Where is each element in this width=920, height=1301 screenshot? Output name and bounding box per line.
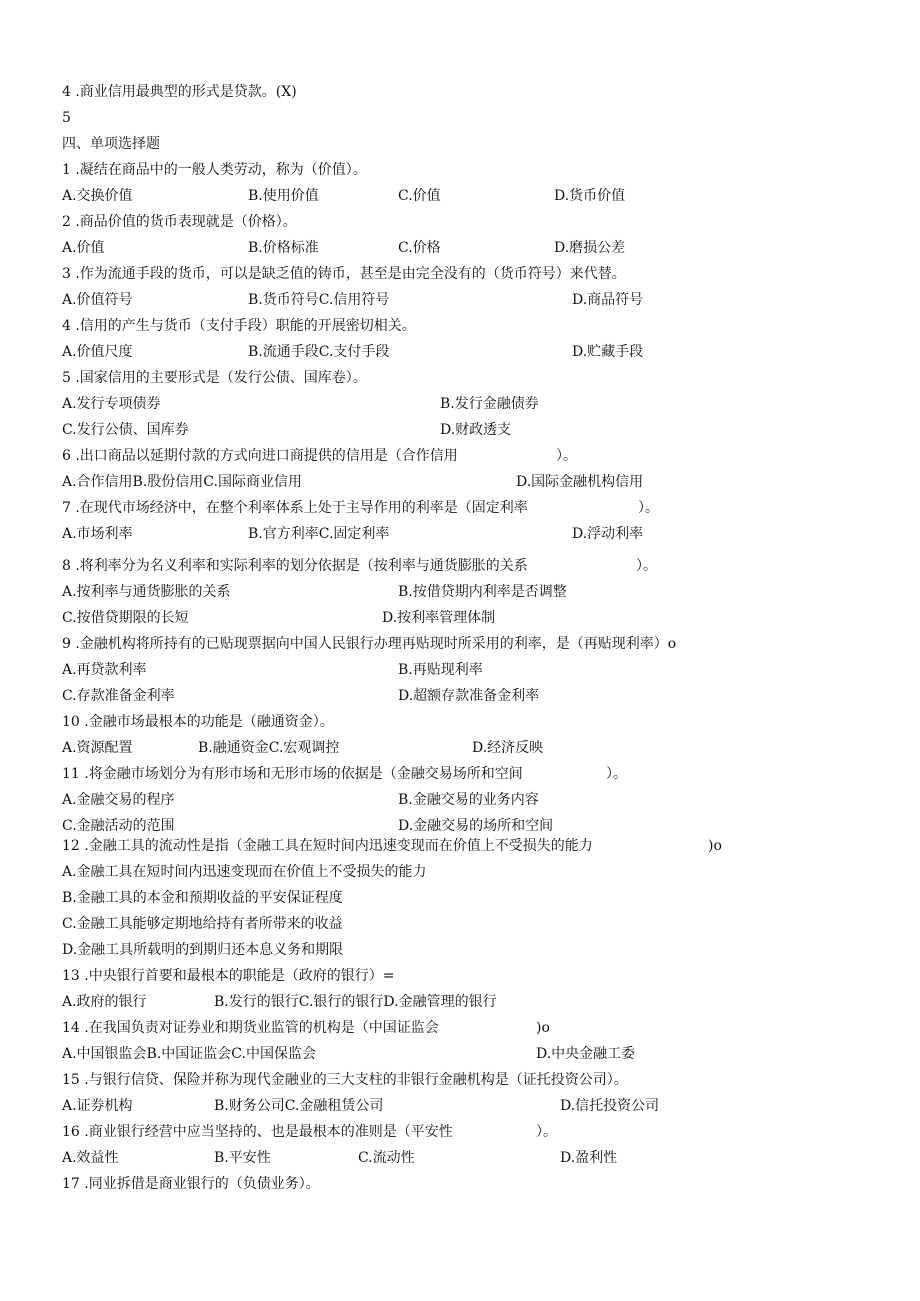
- text-line: [0, 556, 920, 576]
- text-line: [0, 82, 920, 102]
- option-text: B.再贴现利率: [398, 662, 483, 678]
- text-line: [0, 940, 920, 960]
- option-text: ）。: [606, 766, 627, 782]
- text-line: [0, 1148, 920, 1168]
- line-text: 9 .金融机构将所持有的已贴现票据向中国人民银行办理再贴现时所采用的利率，是（再贴现利率）o: [62, 636, 677, 652]
- text-line: [0, 836, 920, 856]
- option-text: )o: [708, 838, 722, 854]
- option-text: A.市场利率: [62, 526, 133, 542]
- option-text: C.按借贷期限的长短: [62, 610, 189, 626]
- option-text: A.价值: [62, 240, 105, 256]
- line-text: 3 .作为流通手段的货币，可以是缺乏值的铸币，甚至是由完全没有的（货币符号）来代替。: [62, 266, 626, 282]
- text-line: [0, 212, 920, 232]
- option-text: C.发行公债、国库券: [62, 422, 189, 438]
- option-text: C.存款准备金利率: [62, 688, 175, 704]
- text-line: [0, 1096, 920, 1116]
- option-text: B.金融交易的业务内容: [398, 792, 539, 808]
- option-text: A.交换价值: [62, 188, 133, 204]
- text-line: [0, 108, 920, 128]
- option-text: A.资源配置: [62, 740, 133, 756]
- text-line: [0, 1174, 920, 1194]
- option-text: 11 .将金融市场划分为有形市场和无形市场的依据是（金融交易场所和空间: [62, 766, 523, 782]
- line-text: 5: [62, 110, 71, 126]
- line-text: 4 .信用的产生与货币（支付手段）职能的开展密切相关。: [62, 318, 416, 334]
- option-text: D.货币价值: [554, 188, 626, 204]
- option-text: D.盈利性: [560, 1150, 618, 1166]
- text-line: [0, 1070, 920, 1090]
- option-text: C.金融活动的范围: [62, 818, 175, 834]
- option-text: A.政府的银行: [62, 994, 147, 1010]
- option-text: C.价格: [398, 240, 441, 256]
- text-line: [0, 1122, 920, 1142]
- option-text: 7 .在现代市场经济中，在整个利率体系上处于主导作用的利率是（固定利率: [62, 500, 528, 516]
- text-line: [0, 738, 920, 758]
- option-text: D.中央金融工委: [536, 1046, 636, 1062]
- line-text: 5 .国家信用的主要形式是（发行公债、国库卷）。: [62, 370, 367, 386]
- text-line: [0, 816, 920, 836]
- line-text: B.金融工具的本金和预期收益的平安保证程度: [62, 890, 343, 906]
- text-line: [0, 914, 920, 934]
- text-line: [0, 472, 920, 492]
- text-line: [0, 186, 920, 206]
- text-line: [0, 660, 920, 680]
- option-text: A.按利率与通货膨胀的关系: [62, 584, 231, 600]
- option-text: D.信托投资公司: [560, 1098, 660, 1114]
- text-line: [0, 862, 920, 882]
- text-line: [0, 582, 920, 602]
- option-text: B.官方利率C.固定利率: [248, 526, 390, 542]
- option-text: A.效益性: [62, 1150, 119, 1166]
- option-text: C.价值: [398, 188, 441, 204]
- option-text: D.财政透支: [440, 422, 512, 438]
- option-text: B.流通手段C.支付手段: [248, 344, 390, 360]
- text-line: [0, 342, 920, 362]
- option-text: D.金融交易的场所和空间: [398, 818, 554, 834]
- text-line: [0, 160, 920, 180]
- option-text: B.财务公司C.金融租赁公司: [214, 1098, 384, 1114]
- line-text: 17 .同业拆借是商业银行的（负债业务）。: [62, 1176, 320, 1192]
- line-text: A.金融工具在短时间内迅速变现而在价值上不受损失的能力: [62, 864, 427, 880]
- option-text: A.证券机构: [62, 1098, 133, 1114]
- text-line: [0, 1018, 920, 1038]
- text-line: [0, 966, 920, 986]
- line-text: C.金融工具能够定期地给持有者所带来的收益: [62, 916, 343, 932]
- option-text: A.金融交易的程序: [62, 792, 175, 808]
- option-text: D.按利率管理体制: [382, 610, 496, 626]
- option-text: D.浮动利率: [572, 526, 644, 542]
- text-line: [0, 290, 920, 310]
- text-line: [0, 888, 920, 908]
- line-text: 1 .凝结在商品中的一般人类劳动，称为（价值）。: [62, 162, 367, 178]
- option-text: B.平安性: [214, 1150, 271, 1166]
- text-line: [0, 420, 920, 440]
- text-line: [0, 238, 920, 258]
- text-line: [0, 394, 920, 414]
- option-text: ）。: [556, 448, 577, 464]
- text-line: [0, 264, 920, 284]
- option-text: A.再贷款利率: [62, 662, 147, 678]
- text-line: [0, 1044, 920, 1064]
- text-line: [0, 686, 920, 706]
- option-text: B.货币符号C.信用符号: [248, 292, 390, 308]
- option-text: B.融通资金C.宏观调控: [198, 740, 340, 756]
- option-text: 12 .金融工具的流动性是指（金融工具在短时间内迅速变现而在价值上不受损失的能力: [62, 838, 593, 854]
- option-text: 6 .出口商品以延期付款的方式向进口商提供的信用是（合作信用: [62, 448, 458, 464]
- text-line: [0, 446, 920, 466]
- text-line: [0, 134, 920, 154]
- option-text: ）。: [536, 1124, 557, 1140]
- text-line: [0, 316, 920, 336]
- option-text: 14 .在我国负责对证券业和期货业监管的机构是（中国证监会: [62, 1020, 439, 1036]
- option-text: 16 .商业银行经营中应当坚持的、也是最根本的准则是（平安性: [62, 1124, 453, 1140]
- option-text: D.超额存款准备金利率: [398, 688, 540, 704]
- line-text: D.金融工具所载明的到期归还本息义务和期限: [62, 942, 344, 958]
- text-line: [0, 712, 920, 732]
- option-text: B.发行的银行C.银行的银行D.金融管理的银行: [214, 994, 497, 1010]
- option-text: D.贮藏手段: [572, 344, 644, 360]
- option-text: A.中国银监会B.中国证监会C.中国保监会: [62, 1046, 316, 1062]
- line-text: 15 .与银行信贷、保险并称为现代金融业的三大支柱的非银行金融机构是（证托投资公司）。: [62, 1072, 628, 1088]
- option-text: ）。: [636, 558, 657, 574]
- line-text: 4 .商业信用最典型的形式是贷款。(X): [62, 84, 297, 100]
- line-text: 2 .商品价值的货币表现就是（价格）。: [62, 214, 297, 230]
- option-text: B.按借贷期内利率是否调整: [398, 584, 567, 600]
- text-line: [0, 368, 920, 388]
- option-text: )o: [536, 1020, 550, 1036]
- line-text: 10 .金融市场最根本的功能是（融通资金）。: [62, 714, 334, 730]
- option-text: B.价格标准: [248, 240, 319, 256]
- text-line: [0, 498, 920, 518]
- text-line: [0, 608, 920, 628]
- option-text: B.发行金融债券: [440, 396, 539, 412]
- text-line: [0, 764, 920, 784]
- text-line: [0, 634, 920, 654]
- option-text: D.磨损公差: [554, 240, 626, 256]
- text-line: [0, 524, 920, 544]
- option-text: A.合作信用B.股份信用C.国际商业信用: [62, 474, 302, 490]
- option-text: D.国际金融机构信用: [516, 474, 644, 490]
- option-text: 8 .将利率分为名义利率和实际利率的划分依据是（按利率与通货膨胀的关系: [62, 558, 528, 574]
- option-text: D.经济反映: [472, 740, 544, 756]
- text-line: [0, 790, 920, 810]
- line-text: 四、单项选择题: [62, 136, 160, 152]
- line-text: 13 .中央银行首要和最根本的职能是（政府的银行）=: [62, 968, 395, 984]
- text-line: [0, 992, 920, 1012]
- option-text: B.使用价值: [248, 188, 319, 204]
- option-text: C.流动性: [358, 1150, 415, 1166]
- option-text: A.价值符号: [62, 292, 133, 308]
- option-text: ）。: [638, 500, 659, 516]
- option-text: A.价值尺度: [62, 344, 133, 360]
- option-text: D.商品符号: [572, 292, 644, 308]
- option-text: A.发行专项债券: [62, 396, 161, 412]
